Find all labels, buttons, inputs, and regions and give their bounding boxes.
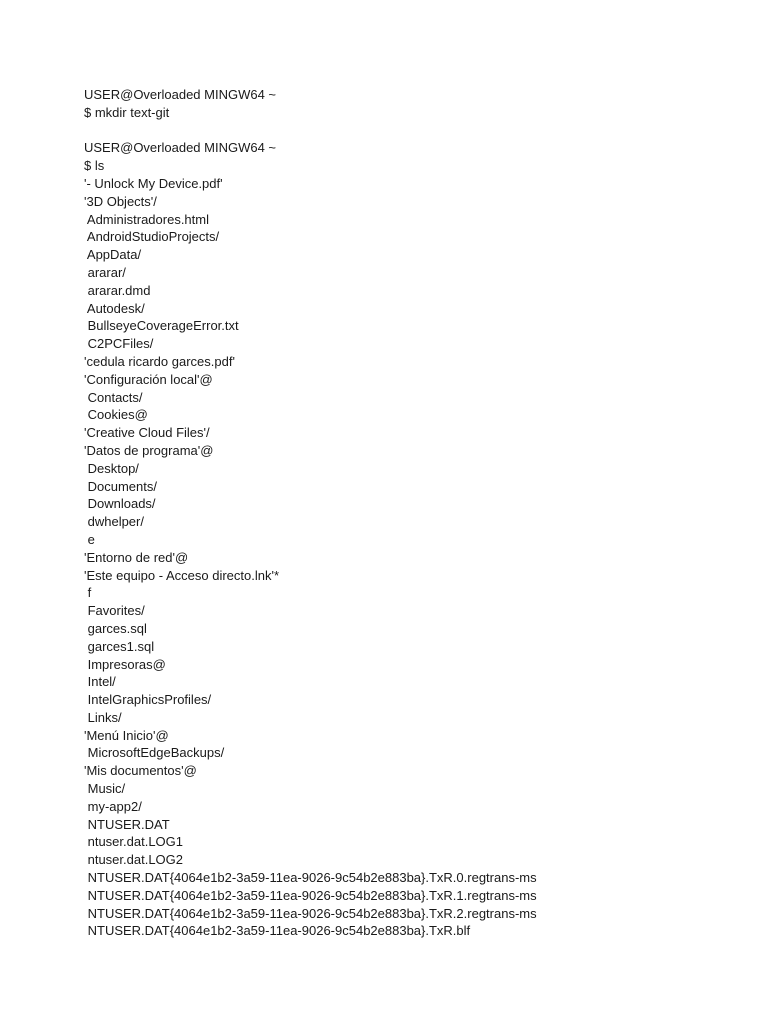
- command-line: $ ls: [84, 158, 105, 174]
- listing-entry: NTUSER.DAT{4064e1b2-3a59-11ea-9026-9c54b2e883ba}.TxR.blf: [84, 923, 471, 939]
- listing-entry: 'Entorno de red'@: [84, 549, 189, 565]
- listing-entry: NTUSER.DAT{4064e1b2-3a59-11ea-9026-9c54b2e883ba}.TxR.0.regtrans-ms: [84, 870, 537, 886]
- listing-entry: C2PCFiles/: [84, 336, 154, 352]
- listing-entry: AppData/: [84, 247, 142, 263]
- prompt-line: USER@Overloaded MINGW64 ~: [84, 87, 277, 102]
- prompt-line: USER@Overloaded MINGW64 ~: [84, 140, 277, 156]
- listing-entry: '3D Objects'/: [84, 193, 157, 209]
- listing-entry: 'Configuración local'@: [84, 371, 213, 387]
- listing-entry: Music/: [84, 781, 126, 797]
- listing-entry: Impresoras@: [84, 656, 166, 672]
- listing-entry: Documents/: [84, 478, 157, 494]
- listing-entry: 'Datos de programa'@: [84, 442, 214, 458]
- listing-entry: Downloads/: [84, 496, 156, 512]
- command-line: $ mkdir text-git: [84, 104, 170, 120]
- listing-entry: Links/: [84, 709, 122, 725]
- listing-entry: NTUSER.DAT{4064e1b2-3a59-11ea-9026-9c54b2e883ba}.TxR.2.regtrans-ms: [84, 905, 537, 921]
- listing-entry: Contacts/: [84, 389, 143, 405]
- listing-entry: Favorites/: [84, 603, 145, 619]
- listing-entry: ararar/: [84, 264, 126, 280]
- listing-entry: dwhelper/: [84, 514, 144, 530]
- terminal-output: [84, 86, 744, 940]
- listing-entry: e: [84, 531, 95, 547]
- listing-entry: 'Creative Cloud Files'/: [84, 425, 210, 441]
- listing-entry: my-app2/: [84, 798, 142, 814]
- blank-line: [84, 122, 744, 140]
- listing-entry: ararar.dmd: [84, 282, 151, 298]
- listing-entry: MicrosoftEdgeBackups/: [84, 745, 225, 761]
- listing-entry: BullseyeCoverageError.txt: [84, 318, 239, 334]
- listing-entry: 'Mis documentos'@: [84, 763, 197, 779]
- listing-entry: NTUSER.DAT: [84, 816, 170, 832]
- listing-entry: Administradores.html: [84, 211, 209, 227]
- listing-entry: Cookies@: [84, 407, 148, 423]
- listing-entry: IntelGraphicsProfiles/: [84, 692, 212, 708]
- listing-entry: f: [84, 585, 92, 601]
- listing-entry: 'Este equipo - Acceso directo.lnk'*: [84, 567, 280, 583]
- listing-entry: ntuser.dat.LOG2: [84, 852, 184, 868]
- listing-entry: Intel/: [84, 674, 116, 690]
- listing-entry: 'Menú Inicio'@: [84, 727, 169, 743]
- listing-entry: ntuser.dat.LOG1: [84, 834, 184, 850]
- listing-entry: garces.sql: [84, 620, 147, 636]
- listing-entry: Autodesk/: [84, 300, 145, 316]
- listing-entry: garces1.sql: [84, 638, 155, 654]
- listing-entry: '- Unlock My Device.pdf': [84, 175, 223, 191]
- listing-entry: AndroidStudioProjects/: [84, 229, 220, 245]
- listing-entry: 'cedula ricardo garces.pdf': [84, 353, 235, 369]
- listing-entry: Desktop/: [84, 460, 139, 476]
- listing-entry: NTUSER.DAT{4064e1b2-3a59-11ea-9026-9c54b2e883ba}.TxR.1.regtrans-ms: [84, 887, 537, 903]
